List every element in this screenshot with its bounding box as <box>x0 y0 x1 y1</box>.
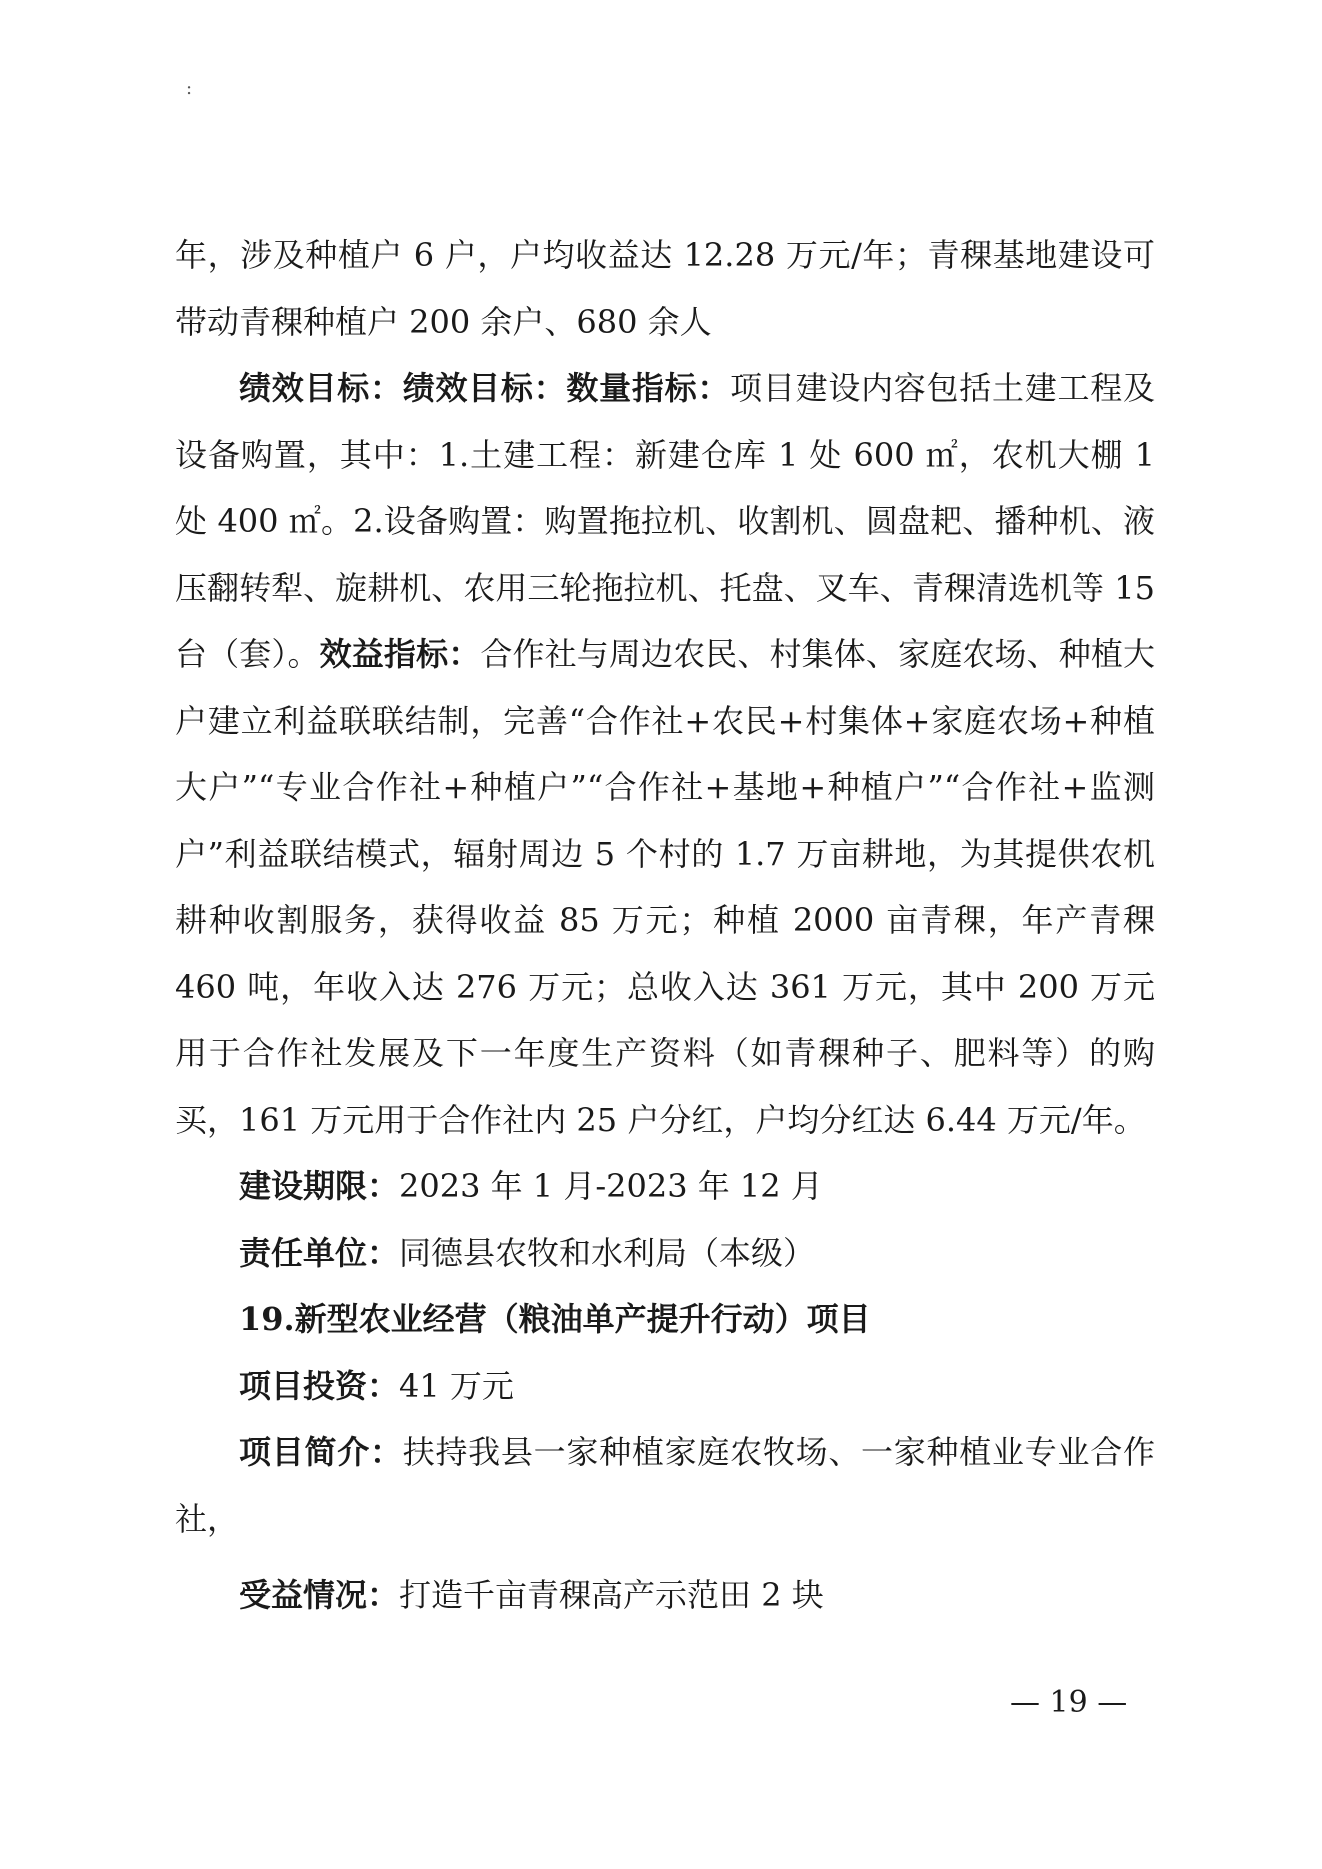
benefit-indicator-text: 合作社与周边农民、村集体、家庭农场、种植大户建立利益联联结制，完善“合作社+农民+村集体+家庭农场+种植大户”“专业合作社+种植户”“合作社+基地+种植户”“合作社+监测户”利益联结模式，辐射周边 5 个村的 1.7 万亩耕地，为其提供农机耕种收割服务，获得收益 85 万元；种植 2000 亩青稞，年产青稞 460 吨，年收入达 276 万元；总收入达 361 万元，其中 200 万元用于合作社发展及下一年度生产资料（如青稞种子、肥料等）的购买，161 万元用于合作社内 25 户分红，户均分红达 6.44 万元/年。 <box>175 635 1155 1139</box>
paragraph-performance <box>175 355 1155 1153</box>
document-body <box>175 222 1155 1629</box>
benefit-value: 打造千亩青稞高产示范田 2 块 <box>399 1576 824 1614</box>
paragraph-period <box>175 1153 1155 1220</box>
unit-value: 同德县农牧和水利局（本级） <box>399 1233 816 1272</box>
project-title: 19.新型农业经营（粮油单产提升行动）项目 <box>239 1300 871 1338</box>
label-benefit-indicator: 效益指标： <box>319 635 481 673</box>
page-number: — 19 — <box>1010 1685 1128 1720</box>
label-period: 建设期限： <box>239 1167 400 1205</box>
label-benefit: 受益情况： <box>239 1576 400 1614</box>
label-project-intro: 项目简介： <box>239 1433 403 1471</box>
quantity-indicator-text: 项目建设内容包括土建工程及设备购置，其中：1.土建工程：新建仓库 1 处 600 ㎡，农机大棚 1 处 400 ㎡。2.设备购置：购置拖拉机、收割机、圆盘耙、播种机、液压翻转犁、旋耕机、农用三轮拖拉机、托盘、叉车、青稞清选机等 15 台（套）。 <box>175 369 1155 673</box>
paragraph-investment <box>175 1353 1155 1420</box>
project-intro-value: 扶持我县一家种植家庭农牧场、一家种植业专业合作社， <box>175 1433 1155 1538</box>
scan-mark: : <box>186 78 193 99</box>
paragraph-unit <box>175 1220 1155 1287</box>
label-performance-goal: 绩效目标： <box>239 369 403 407</box>
paragraph-intro: 年，涉及种植户 6 户，户均收益达 12.28 万元/年；青稞基地建设可带动青稞种植户 200 余户、680 余人 <box>175 236 1155 341</box>
paragraph-project-intro <box>175 1419 1155 1552</box>
label-unit: 责任单位： <box>239 1233 400 1272</box>
investment-value: 41 万元 <box>399 1366 514 1405</box>
label-quantity-indicator: 数量指标： <box>566 369 731 407</box>
paragraph-benefit <box>175 1562 1155 1629</box>
period-value: 2023 年 1 月-2023 年 12 月 <box>399 1167 823 1205</box>
label-performance-goal-repeat: 绩效目标： <box>402 369 567 407</box>
label-investment: 项目投资： <box>239 1366 400 1405</box>
